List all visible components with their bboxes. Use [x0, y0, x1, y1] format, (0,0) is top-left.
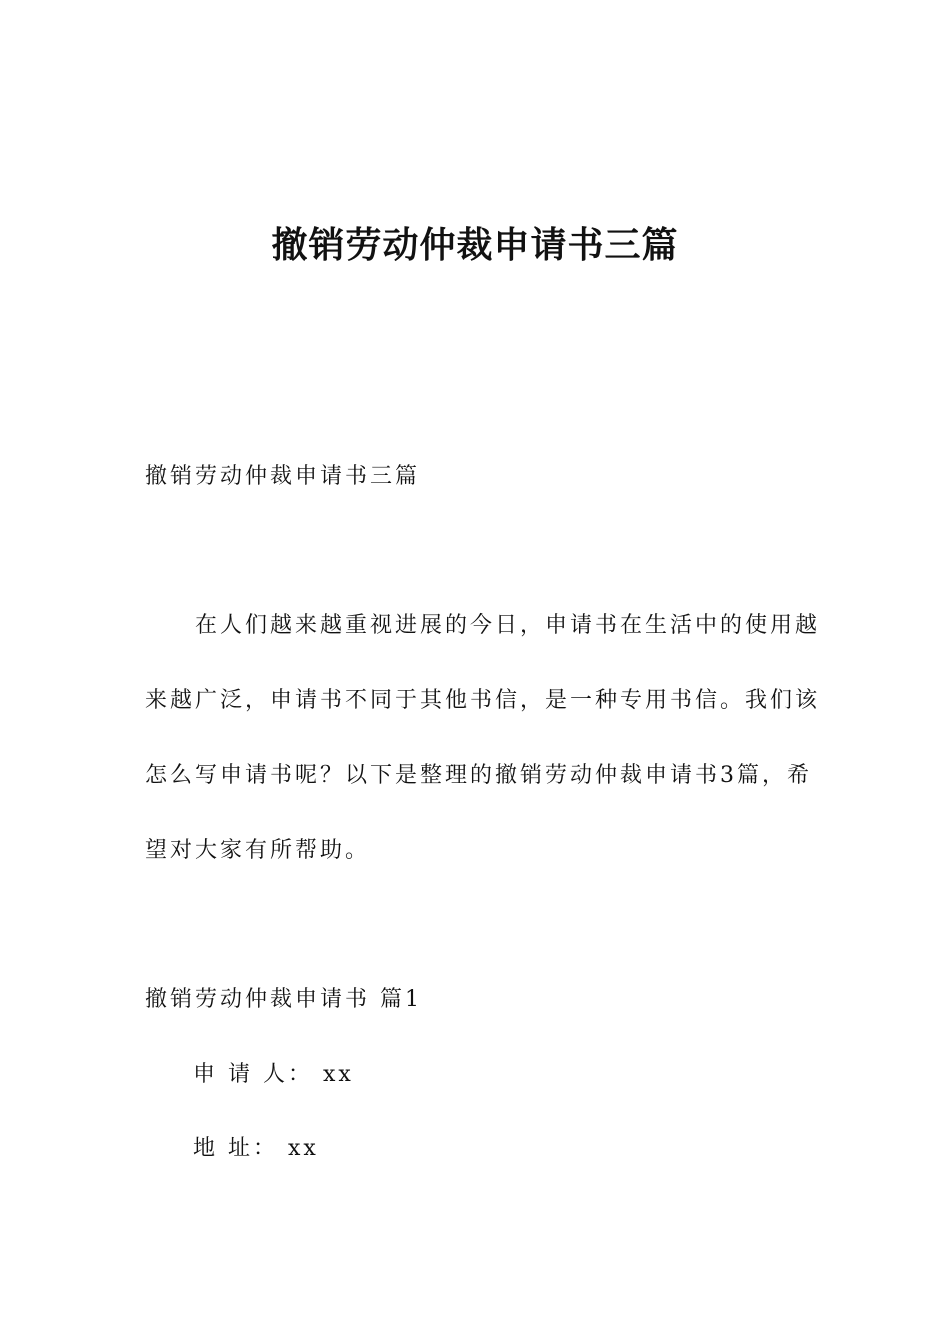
document-subtitle: 撤销劳动仲裁申请书三篇: [145, 464, 421, 489]
intro-line-3: 怎么写申请书呢？以下是整理的撤销劳动仲裁申请书3篇，希: [145, 763, 812, 788]
address-line: 地 址： xx: [193, 1136, 319, 1161]
applicant-line: 申 请 人： xx: [193, 1062, 354, 1087]
document-title: 撤销劳动仲裁申请书三篇: [271, 225, 679, 266]
intro-line-4: 望对大家有所帮助。: [145, 838, 371, 863]
section-heading: 撤销劳动仲裁申请书 篇1: [145, 987, 422, 1012]
intro-line-1: 在人们越来越重视进展的今日，申请书在生活中的使用越: [145, 613, 821, 638]
intro-line-2: 来越广泛，申请书不同于其他书信，是一种专用书信。我们该: [145, 688, 821, 713]
